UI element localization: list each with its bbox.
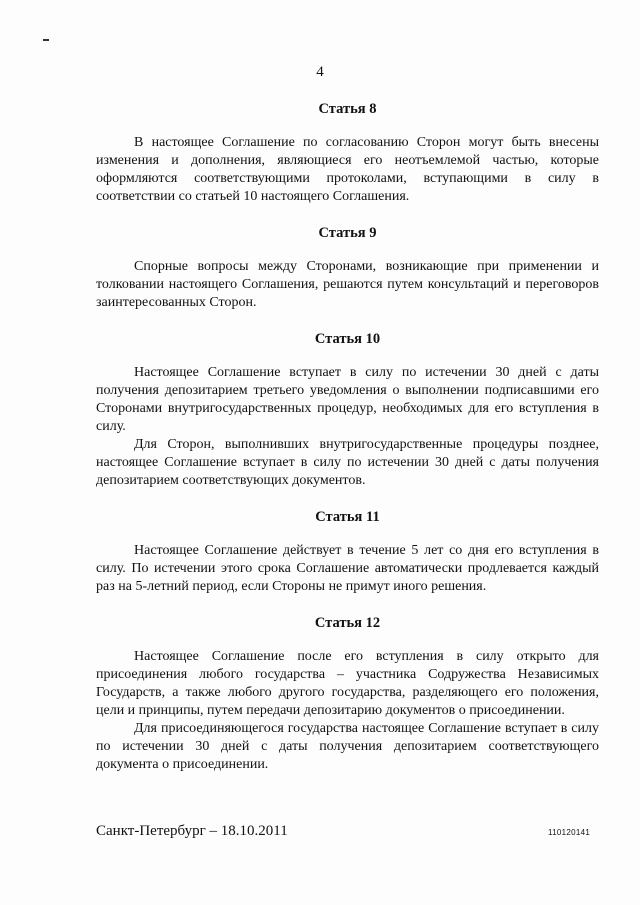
article-paragraph: Настоящее Соглашение после его вступления в силу открыто для присоединения любого государства – участника Содружества Независимых Государств, а также любого другого государства, разделяющего его положения, цели и принципы, путем передачи депозитарию документов о присоединении. <box>96 649 599 718</box>
article-heading: Статья 10 <box>314 331 381 347</box>
article-heading: Статья 8 <box>318 101 377 117</box>
article-heading: Статья 9 <box>318 225 377 241</box>
article-heading: Статья 12 <box>314 615 381 631</box>
signing-place-date: Санкт-Петербург – 18.10.2011 <box>96 823 288 839</box>
scan-mark <box>43 39 49 41</box>
document-body <box>96 100 599 774</box>
article-paragraph: Настоящее Соглашение вступает в силу по истечении 30 дней с даты получения депозитарием третьего уведомления о выполнении подписавшими его Сторонами внутригосударственных процедур, необходимых для его вступления в силу. <box>96 365 599 434</box>
article-paragraph: Для присоединяющегося государства настоящее Соглашение вступает в силу по истечении 30 дней с даты получения депозитарием соответствующего документа о присоединении. <box>96 721 599 772</box>
article-paragraph: Настоящее Соглашение действует в течение 5 лет со дня его вступления в силу. По истечении этого срока Соглашение автоматически продлевается каждый раз на 5-летний период, если Стороны не примут иного решения. <box>96 543 599 594</box>
article-heading: Статья 11 <box>315 509 380 525</box>
page-number: 4 <box>316 64 324 80</box>
document-code: 110120141 <box>548 828 591 837</box>
article-paragraph: Спорные вопросы между Сторонами, возникающие при применении и толковании настоящего Соглашения, решаются путем консультаций и переговоров заинтересованных Сторон. <box>96 259 599 310</box>
article-paragraph: Для Сторон, выполнивших внутригосударственные процедуры позднее, настоящее Соглашение вступает в силу по истечении 30 дней с даты получения депозитарием соответствующих документов. <box>96 437 599 488</box>
article-paragraph: В настоящее Соглашение по согласованию Сторон могут быть внесены изменения и дополнения, являющиеся его неотъемлемой частью, которые оформляются соответствующими протоколами, вступающими в силу в соответствии со статьей 10 настоящего Соглашения. <box>96 135 599 204</box>
